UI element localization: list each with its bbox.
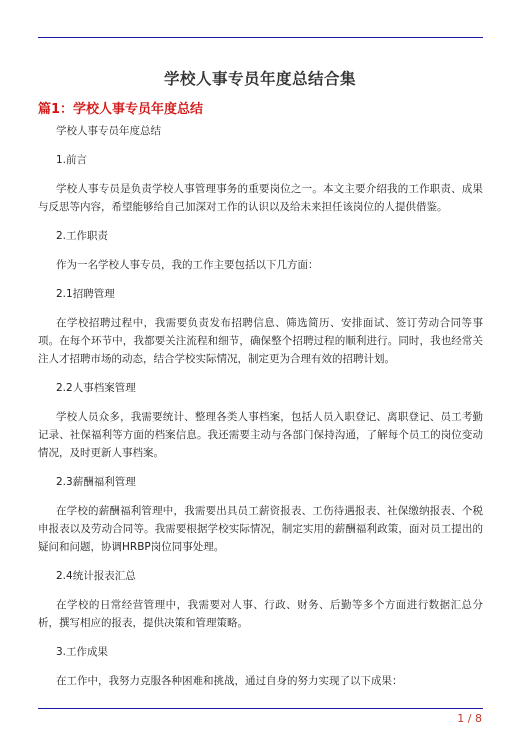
subheading-results: 3.工作成果 xyxy=(56,646,109,658)
paragraph-recruitment: 在学校招聘过程中，我需要负责发布招聘信息、筛选简历、安排面试、签订劳动合同等事项。在每个环节中，我都要关注流程和细节，确保整个招聘过程的顺利进行。同时，我也经常关注人才招聘市场的动态，结合学校实际情况，制定更为合理有效的招聘计划。 xyxy=(38,317,483,365)
paragraph-subtitle: 学校人事专员年度总结 xyxy=(56,125,161,137)
paragraph-records: 学校人员众多，我需要统计、整理各类人事档案，包括人员入职登记、离职登记、员工考勤记录、社保福利等方面的档案信息。我还需要主动与各部门保持沟通，了解每个员工的岗位变动情况，及时更新人事档案。 xyxy=(38,411,483,459)
subheading-duties: 2.工作职责 xyxy=(56,230,109,242)
paragraph-reports: 在学校的日常经营管理中，我需要对人事、行政、财务、后勤等多个方面进行数据汇总分析，撰写相应的报表，提供决策和管理策略。 xyxy=(38,599,483,629)
subheading-payroll: 2.3薪酬福利管理 xyxy=(56,476,136,488)
document-body xyxy=(38,122,483,690)
paragraph-results: 在工作中，我努力克服各种困难和挑战，通过自身的努力实现了以下成果： xyxy=(56,675,403,687)
paragraph-duties-intro: 作为一名学校人事专员，我的工作主要包括以下几方面： xyxy=(56,259,319,271)
section-heading: 篇1：学校人事专员年度总结 xyxy=(38,102,204,117)
page-number: 1 / 8 xyxy=(457,712,482,725)
subheading-recruitment: 2.1招聘管理 xyxy=(56,288,115,300)
paragraph-payroll: 在学校的薪酬福利管理中，我需要出具员工薪资报表、工伤待遇报表、社保缴纳报表、个税申报表以及劳动合同等。我需要根据学校实际情况，制定实用的薪酬福利政策，面对员工提出的疑问和问题，协调HRBP岗位同事处理。 xyxy=(38,505,483,553)
subheading-records: 2.2人事档案管理 xyxy=(56,382,136,394)
footer-rule xyxy=(38,708,483,709)
header-rule xyxy=(38,37,483,38)
subheading-preface: 1.前言 xyxy=(56,154,88,166)
subheading-reports: 2.4统计报表汇总 xyxy=(56,570,136,582)
paragraph-preface: 学校人事专员是负责学校人事管理事务的重要岗位之一。本文主要介绍我的工作职责、成果与反思等内容，希望能够给自己加深对工作的认识以及给未来担任该岗位的人提供借鉴。 xyxy=(38,183,483,213)
document-title: 学校人事专员年度总结合集 xyxy=(163,70,356,88)
